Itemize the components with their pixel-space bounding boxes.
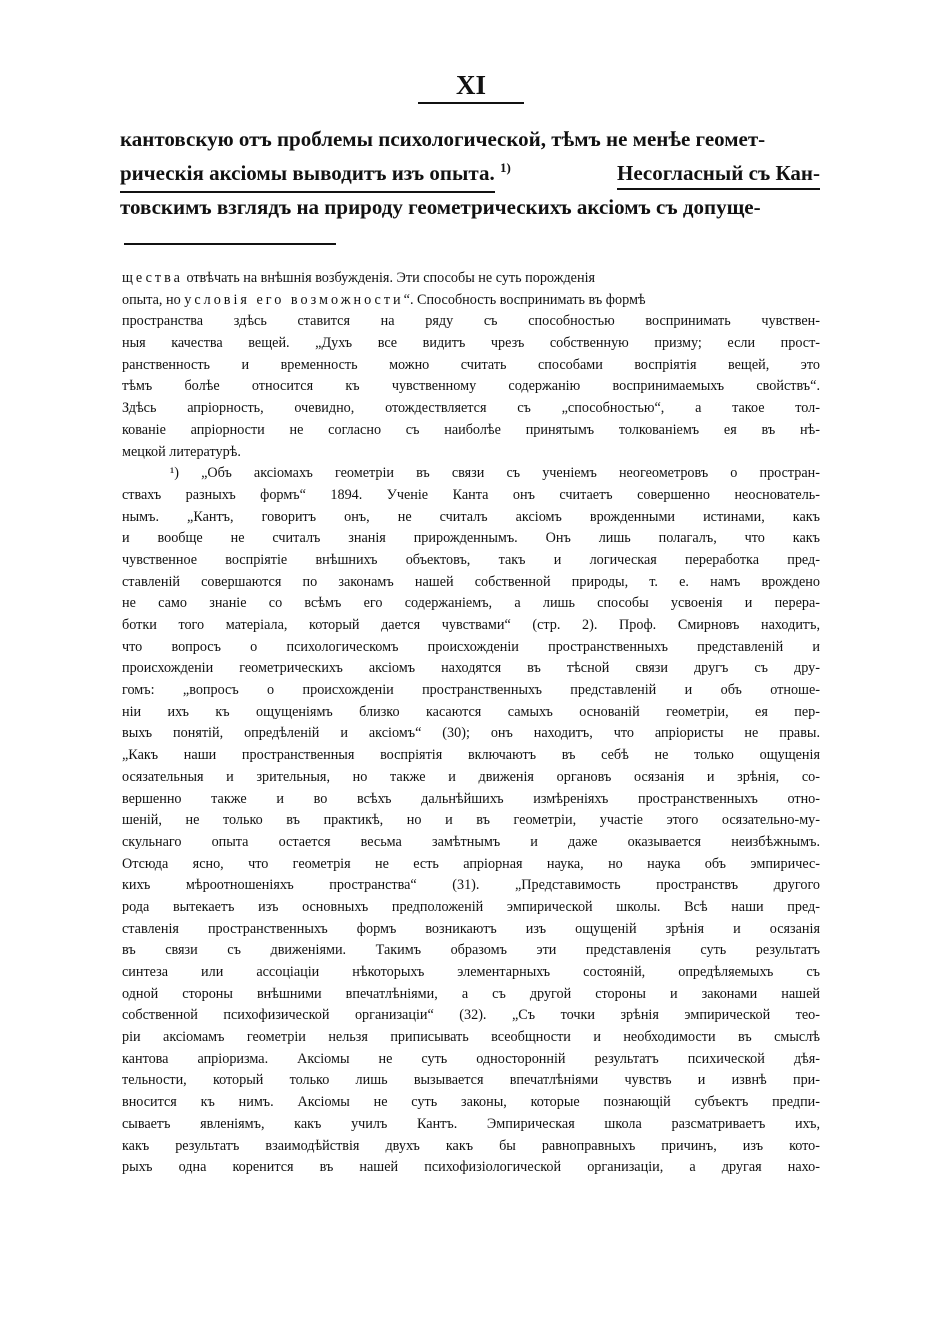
footnote-line [122, 875, 820, 897]
footnote-text: чувственное воспріятіе внѣшнихъ объектовъ, такъ и логическая переработка пред- [122, 551, 820, 568]
footnote-line-text [122, 268, 595, 290]
main-text-line [120, 190, 820, 224]
footnote-text: кантова апріоризма. Аксіомы не суть односторонній результатъ психической дѣя- [122, 1050, 820, 1067]
footnote-line [122, 355, 820, 377]
footnote-line [122, 940, 820, 962]
footnote-line [122, 984, 820, 1006]
footnote-line [122, 680, 820, 702]
footnote-text: рыхъ одна коренится въ нашей психофизіологической организаціи, а другая нахо- [122, 1159, 820, 1176]
footnote-line [122, 832, 820, 854]
footnote-line [122, 1070, 820, 1092]
footnote-text: гомъ: „вопросъ о происхожденіи пространственныхъ представленій и объ отноше- [122, 682, 820, 699]
footnote-text: тельности, который только лишь вызывается впечатлѣніями чувствъ и извнѣ при- [122, 1072, 820, 1089]
footnote-line [122, 485, 820, 507]
footnote-line [122, 1049, 820, 1071]
footnote-line [122, 528, 820, 550]
footnote-line [122, 1027, 820, 1049]
footnote-line [122, 311, 820, 333]
footnote-text: синтеза или ассоціаціи нѣкоторыхъ элементарныхъ состояній, опредѣляемыхъ съ [122, 964, 820, 980]
footnote-line [122, 745, 820, 767]
footnote-text: ствахъ разныхъ формъ“ 1894. Ученіе Канта онъ считаетъ совершенно неоснователь- [122, 486, 820, 503]
footnote-text: что вопросъ о психологическомъ происхожденіи пространственныхъ представленій и [122, 638, 820, 655]
footnote-text: “. Способность воспринимать въ формѣ [403, 291, 646, 308]
footnote-text: сываетъ явленіямъ, какъ училъ Кантъ. Эмпирическая школа разсматриваетъ ихъ, [122, 1115, 820, 1132]
footnote-emphasis: щества [122, 270, 183, 286]
main-line-2a-text: рическія аксіомы выводитъ изъ опыта. [120, 156, 495, 193]
footnote-text: опыта, но [122, 291, 185, 308]
footnote-text: происхожденіи геометрическихъ аксіомъ находятся въ тѣсной связи другъ съ дру- [122, 660, 820, 677]
footnote-text: отвѣчать на внѣшнія возбужденія. Эти способы не суть порожденія [182, 270, 596, 286]
footnote-text: скульнаго опыта остается весьма замѣтнымъ и даже оказывается неизбѣжнымъ. [122, 833, 820, 850]
footnote-line [122, 854, 820, 876]
footnote-text: шеній, не только въ практикѣ, но и въ геометріи, участіе этого осязательно-му- [122, 812, 820, 829]
footnote-text: ныя качества вещей. „Духъ все видитъ чрезъ собственную призму; если прост- [122, 335, 820, 352]
footnote-text: въ связи съ движеніями. Такимъ образомъ эти представленія суть результатъ [122, 942, 820, 959]
footnote-line [122, 376, 820, 398]
main-text-line [120, 156, 820, 190]
page-number: XI [455, 70, 486, 100]
footnote-text: рода вытекаетъ изъ основныхъ предположеній эмпирической школы. Всѣ наши пред- [122, 898, 820, 915]
main-line-1: кантовскую отъ проблемы психологической, тѣмъ не менѣе геомет- [120, 127, 766, 151]
footnote-line [122, 507, 820, 529]
footnote-line [122, 919, 820, 941]
footnote-line [122, 897, 820, 919]
footnote-text: ріи аксіомамъ геометріи нельзя приписывать всеобщности и необходимости въ смыслѣ [122, 1029, 820, 1046]
footnote-text: нымъ. „Кантъ, говоритъ онъ, не считалъ аксіомъ врожденными истинами, какъ [122, 508, 820, 525]
footnote-text: кихъ мѣроотношеніяхъ пространства“ (31). „Представимость пространствъ другого [122, 877, 820, 894]
footnote-text: ніи ихъ къ ощущеніямъ близко касаются самыхъ основаній геометріи, ея пер- [122, 703, 820, 720]
footnote-text: вершенно также и во всѣхъ дальнѣйшихъ измѣреніяхъ пространственныхъ отно- [122, 790, 820, 807]
footnote-text: одной стороны внѣшними впечатлѣніями, а съ другой стороны и законами нашей [122, 985, 820, 1002]
footnote-line [122, 723, 820, 745]
footnote-text: собственной психофизической организаціи“ (32). „Съ точки зрѣнія эмпирической тео- [122, 1007, 820, 1024]
footnote-text: выхъ понятій, опредѣленій и аксіомъ“ (30); онъ находитъ, что апріористы не правы. [122, 725, 820, 742]
footnote-line [122, 1114, 820, 1136]
main-text-line [120, 122, 820, 156]
footnote-text: ставленій совершаются по законамъ нашей собственной природы, т. е. намъ врождено [122, 573, 820, 590]
footnote-text: Здѣсь апріорность, очевидно, отождествляется съ „способностью“, а такое тол- [122, 400, 820, 417]
footnote-text: ботки того матеріала, который дается чувствами“ (стр. 2). Проф. Смирновъ находитъ, [122, 617, 820, 633]
footnote-line [122, 398, 820, 420]
footnote-line-text [122, 290, 646, 312]
footnote-line [122, 637, 820, 659]
footnote-line [122, 550, 820, 572]
footnote-line [122, 789, 820, 811]
footnote-line [122, 1092, 820, 1114]
footnote-text: ранственность и временность можно считать способами воспріятія вещей, это [122, 356, 820, 373]
footnote-line [122, 702, 820, 724]
footnote-text: тѣмъ болѣе относится къ чувственному содержанію воспринимаемыхъ свойствъ“. [122, 378, 820, 395]
footnote-text: „Какъ наши пространственныя воспріятія включаютъ въ себѣ не только ощущенія [122, 747, 820, 764]
footnote-text: какъ результатъ взаимодѣйствія двухъ какъ бы равноправныхъ причинъ, изъ кото- [122, 1137, 820, 1154]
footnote-text: вносится къ нимъ. Аксіомы не суть законы, которые познающій субъектъ предпи- [122, 1094, 820, 1111]
footnote-line [122, 593, 820, 615]
footnote-line [122, 268, 820, 290]
footnote-text: кованіе апріорности не согласно съ наиболѣе принятымъ толкованіемъ ея въ нѣ- [122, 421, 820, 438]
footnote-line [122, 1005, 820, 1027]
footnote-line [122, 333, 820, 355]
footnote-line [122, 615, 820, 637]
main-line-2b: Несогласный съ Кан- [617, 156, 820, 190]
footnote-text: мецкой литературѣ. [122, 443, 241, 460]
main-text [120, 122, 820, 224]
footnote-line [122, 767, 820, 789]
footnote-text: ¹) „Объ аксіомахъ геометріи въ связи съ ученіемъ неогеометровъ о простран- [170, 465, 820, 482]
footnote-separator [124, 243, 336, 245]
footnote-line [122, 1136, 820, 1158]
footnote-text: Отсюда ясно, что геометрія не есть апріорная наука, но наука объ эмпиричес- [122, 855, 820, 872]
page-number-rule [418, 102, 524, 104]
footnote-text: ставленія пространственныхъ формъ возникаютъ изъ ощущеній зрѣнія и осязанія [122, 920, 820, 937]
footnote-line [122, 572, 820, 594]
footnote-line [122, 442, 820, 464]
footnote-line [122, 962, 820, 984]
footnote-text: пространства здѣсь ставится на ряду съ способностью воспринимать чувствен- [122, 313, 820, 330]
footnote-line [122, 290, 820, 312]
footnote-text: осязательныя и зрительныя, но также и движенія органовъ осязанія и зрѣнія, со- [122, 768, 820, 785]
main-line-2a: рическія аксіомы выводитъ изъ опыта. 1) [120, 156, 511, 190]
footnote-text: не само знаніе со всѣмъ его содержаніемъ, а лишь способы усвоенія и перера- [122, 595, 820, 612]
main-line-3: товскимъ взглядъ на природу геометрическихъ аксіомъ съ допуще- [120, 195, 761, 219]
footnote-line [122, 658, 820, 680]
footnote-emphasis: условія его возможности [184, 291, 404, 308]
footnote-line [122, 1157, 820, 1179]
footnote-line [122, 810, 820, 832]
footnotes [122, 268, 820, 1179]
footnote-line [122, 463, 820, 485]
footnote-line [122, 420, 820, 442]
footnote-text: и вообще не считалъ знанія прирожденнымъ. Онъ лишь полагалъ, что какъ [122, 530, 820, 547]
